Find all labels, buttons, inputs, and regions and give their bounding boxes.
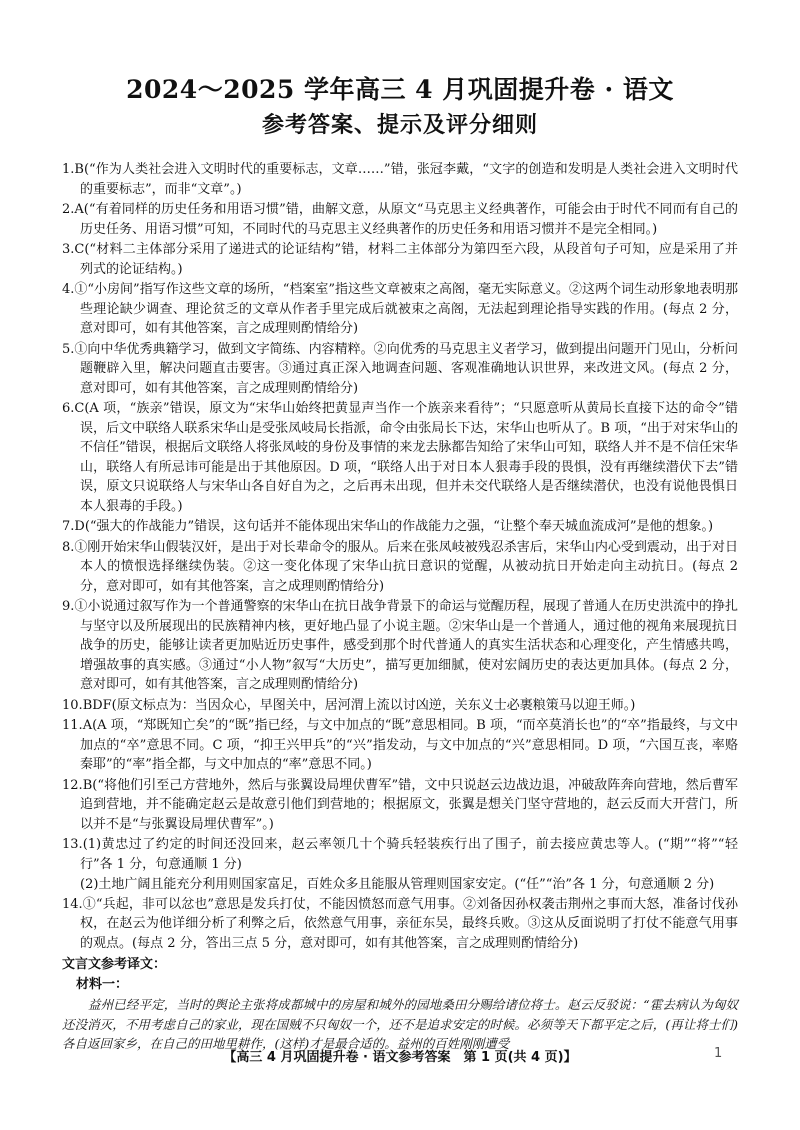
answer-text: ①“兵起，非可以忿也”意思是发兵打仗，不能因愤怒而意气用事。②刘备因孙权袭击荆州之事而大怒，准备讨伐孙权，在赵云为他详细分析了利弊之后，依然意气用事，亲征东吴，最终兵败。③这从反面说明了打仗不能意气用事的观点。(每点 2 分，答出三点 5 分，意对即可，如有其他答案，言之成理则酌情给分) bbox=[80, 896, 738, 951]
translation-text: 益州已经平定，当时的舆论主张将成都城中的房屋和城外的园地桑田分赐给诸位将士。赵云反驳说：“霍去病认为匈奴还没消灭，不用考虑自己的家业，现在国贼不只匈奴一个，还不是追求安定的时候。必须等天下都平定之后，(再让将士们)各自返回家乡，在自己的田地里耕作，(这样)才是最合适的。益州的百姓刚刚遭受 bbox=[62, 997, 738, 1051]
answer-text: BDF(原文标点为：当因众心，早图关中，居河渭上流以讨凶逆，关东义士必裹粮策马以迎王师。) bbox=[82, 697, 636, 713]
page-title: 2024～2025 学年高三 4 月巩固提升卷 · 语文 bbox=[126, 75, 674, 104]
answer-text: C(“材料二主体部分采用了递进式的论证结构”错，材料二主体部分为第四至六段，从段首句子可知，应是采用了并列式的论证结构。) bbox=[74, 242, 738, 277]
answer-item bbox=[62, 597, 738, 695]
answer-list bbox=[62, 160, 738, 1054]
answer-number: 12. bbox=[62, 777, 83, 793]
answer-item bbox=[62, 200, 738, 239]
answer-number: 3. bbox=[62, 242, 75, 257]
answer-item bbox=[62, 716, 738, 775]
answer-number: 4. bbox=[62, 282, 75, 297]
answer-item bbox=[62, 696, 738, 716]
answer-text: (1)黄忠过了约定的时间还没回来，赵云率领几十个骑兵轻装疾行出了围子，前去接应黄忠等人。(“期”“将”“轻行”各 1 分，句意通顺 1 分) bbox=[80, 837, 738, 872]
answer-number: 11. bbox=[62, 718, 83, 733]
answer-text: B(“作为人类社会进入文明时代的重要标志，文章……”错，张冠李戴，“文字的创造和发明是人类社会进入文明时代的重要标志”，而非“文章”。) bbox=[74, 162, 738, 197]
answer-number: 9. bbox=[62, 599, 75, 614]
answer-text: ①向中华优秀典籍学习，做到文字简练、内容精粹。②向优秀的马克思主义者学习，做到提出问题开门见山，分析问题鞭辟入里，解决问题直击要害。③通过真正深入地调查问题、客观准确地认识世界，来改进文风。(每点 2 分，意对即可，如有其他答案，言之成理则酌情给分) bbox=[74, 341, 738, 396]
page-footer: 【高三 4 月巩固提升卷 · 语文参考答案 第 1 页(共 4 页)】 bbox=[223, 1050, 577, 1065]
answer-item bbox=[62, 776, 738, 835]
page-subtitle: 参考答案、提示及评分细则 bbox=[261, 112, 538, 138]
footer-page-mark: 1 bbox=[714, 1046, 723, 1061]
material-title: 材料一： bbox=[76, 977, 129, 992]
answer-item bbox=[62, 399, 738, 516]
answer-text: ①刚开始宋华山假装汉奸，是出于对长辈命令的服从。后来在张凤岐被残忍杀害后，宋华山内心受到震动，出于对日本人的愤恨选择继续伪装。②这一变化体现了宋华山抗日意识的觉醒，从被动抗日开始走向主动抗日。(每点 2 分，意对即可，如有其他答案，言之成理则酌情给分) bbox=[74, 539, 738, 594]
answer-number: 7. bbox=[62, 519, 75, 534]
answer-item bbox=[62, 280, 738, 339]
answer-text: ①“小房间”指写作这些文章的场所，“档案室”指这些文章被束之高阁，毫无实际意义。②这两个词生动形象地表明那些理论缺少调查、理论贫乏的文章从作者手里完成后就被束之高阁，无法起到理论指导实践的作用。(每点 2 分，意对即可，如有其他答案，言之成理则酌情给分) bbox=[74, 282, 738, 336]
answer-text: D(“强大的作战能力”错误，这句话并不能体现出宋华山的作战能力之强，“让整个奉天城血流成河”是他的想象。) bbox=[74, 519, 714, 534]
answer-text: A(A 项，“郑既知亡矣”的“既”指已经，与文中加点的“既”意思相同。B 项，“而卒莫消长也”的“卒”指最终，与文中加点的“卒”意思不同。C 项，“抑王兴甲兵”的“兴”指发动，与文中加点的“兴”意思相同。D 项，“六国互丧，率赂秦耶”的“率”指全都，与文中加点的“率”意思不同。) bbox=[80, 718, 738, 772]
answer-number: 8. bbox=[62, 539, 75, 555]
answer-number: 14. bbox=[62, 896, 83, 912]
answer-text: C(A 项，“族亲”错误，原文为“宋华山始终把黄显声当作一个族亲来看待”；“只愿意听从黄局长直接下达的命令”错误，后文中联络人联系宋华山是受张凤岐局长指派，命令由张局长下达，宋华山也听从了。B 项，“出于对宋华山的不信任”错误，根据后文联络人将张凤岐的身份及事情的来龙去脉都告知给了宋华山可知，联络人并不是不信任宋华山，联络人有所忌讳可能是出于其他原因。D 项，“联络人出于对日本人狠毒手段的畏惧，没有再继续潜伏下去”错误，原文只说联络人与宋华山各自好自为之，之后再未出现，但并未交代联络人是否继续潜伏，也没有说他畏惧日本人狠毒的手段。) bbox=[74, 401, 738, 514]
answer-subitem: (2)土地广阔且能充分利用则国家富足，百姓众多且能服从管理则国家安定。(“任”“治”各 1 分，句意通顺 2 分) bbox=[80, 877, 715, 892]
answer-number: 2. bbox=[62, 202, 75, 217]
answer-item bbox=[62, 895, 738, 954]
answer-item bbox=[62, 240, 738, 279]
answer-number: 6. bbox=[62, 401, 75, 416]
answer-item bbox=[62, 517, 738, 537]
answer-text: B(“将他们引至己方营地外，然后与张翼设局埋伏曹军”错，文中只说赵云边战边退，冲破敌阵奔向营地，然后曹军追到营地，并不能确定赵云是故意引他们到营地的；根据原文，张翼是想关门坚守营地的，赵云反而大开营门，所以并不是“与张翼设局埋伏曹军”。) bbox=[80, 777, 738, 832]
answer-number: 10. bbox=[62, 697, 83, 713]
answer-text: A(“有着同样的历史任务和用语习惯”错，曲解文意，从原文“马克思主义经典著作，可能会由于时代不同而有自己的历史任务、用语习惯”可知，不同时代的马克思主义经典著作的历史任务和用语习惯并不是完全相同。) bbox=[74, 202, 738, 237]
answer-item bbox=[62, 835, 738, 874]
answer-item bbox=[62, 538, 738, 597]
answer-number: 13. bbox=[62, 837, 83, 852]
answer-number: 5. bbox=[62, 341, 75, 357]
answer-item bbox=[62, 340, 738, 399]
classical-section-title: 文言文参考译文： bbox=[62, 957, 167, 972]
answer-number: 1. bbox=[62, 162, 75, 177]
answer-item bbox=[62, 160, 738, 199]
answer-text: ①小说通过叙写作为一个普通警察的宋华山在抗日战争背景下的命运与觉醒历程，展现了普通人在历史洪流中的挣扎与坚守以及所展现出的民族精神内核，更好地凸显了小说主题。②宋华山是一个普通人，通过他的视角来展现抗日战争的历史，能够让读者更加贴近历史事件，感受到那个时代普通人的真实生活状态和心理变化，产生情感共鸣，增强故事的真实感。③通过“小人物”叙写“大历史”，描写更加细腻，使对宏阔历史的表达更加具体。(每点 2 分，意对即可，如有其他答案，言之成理则酌情给分) bbox=[74, 599, 738, 692]
